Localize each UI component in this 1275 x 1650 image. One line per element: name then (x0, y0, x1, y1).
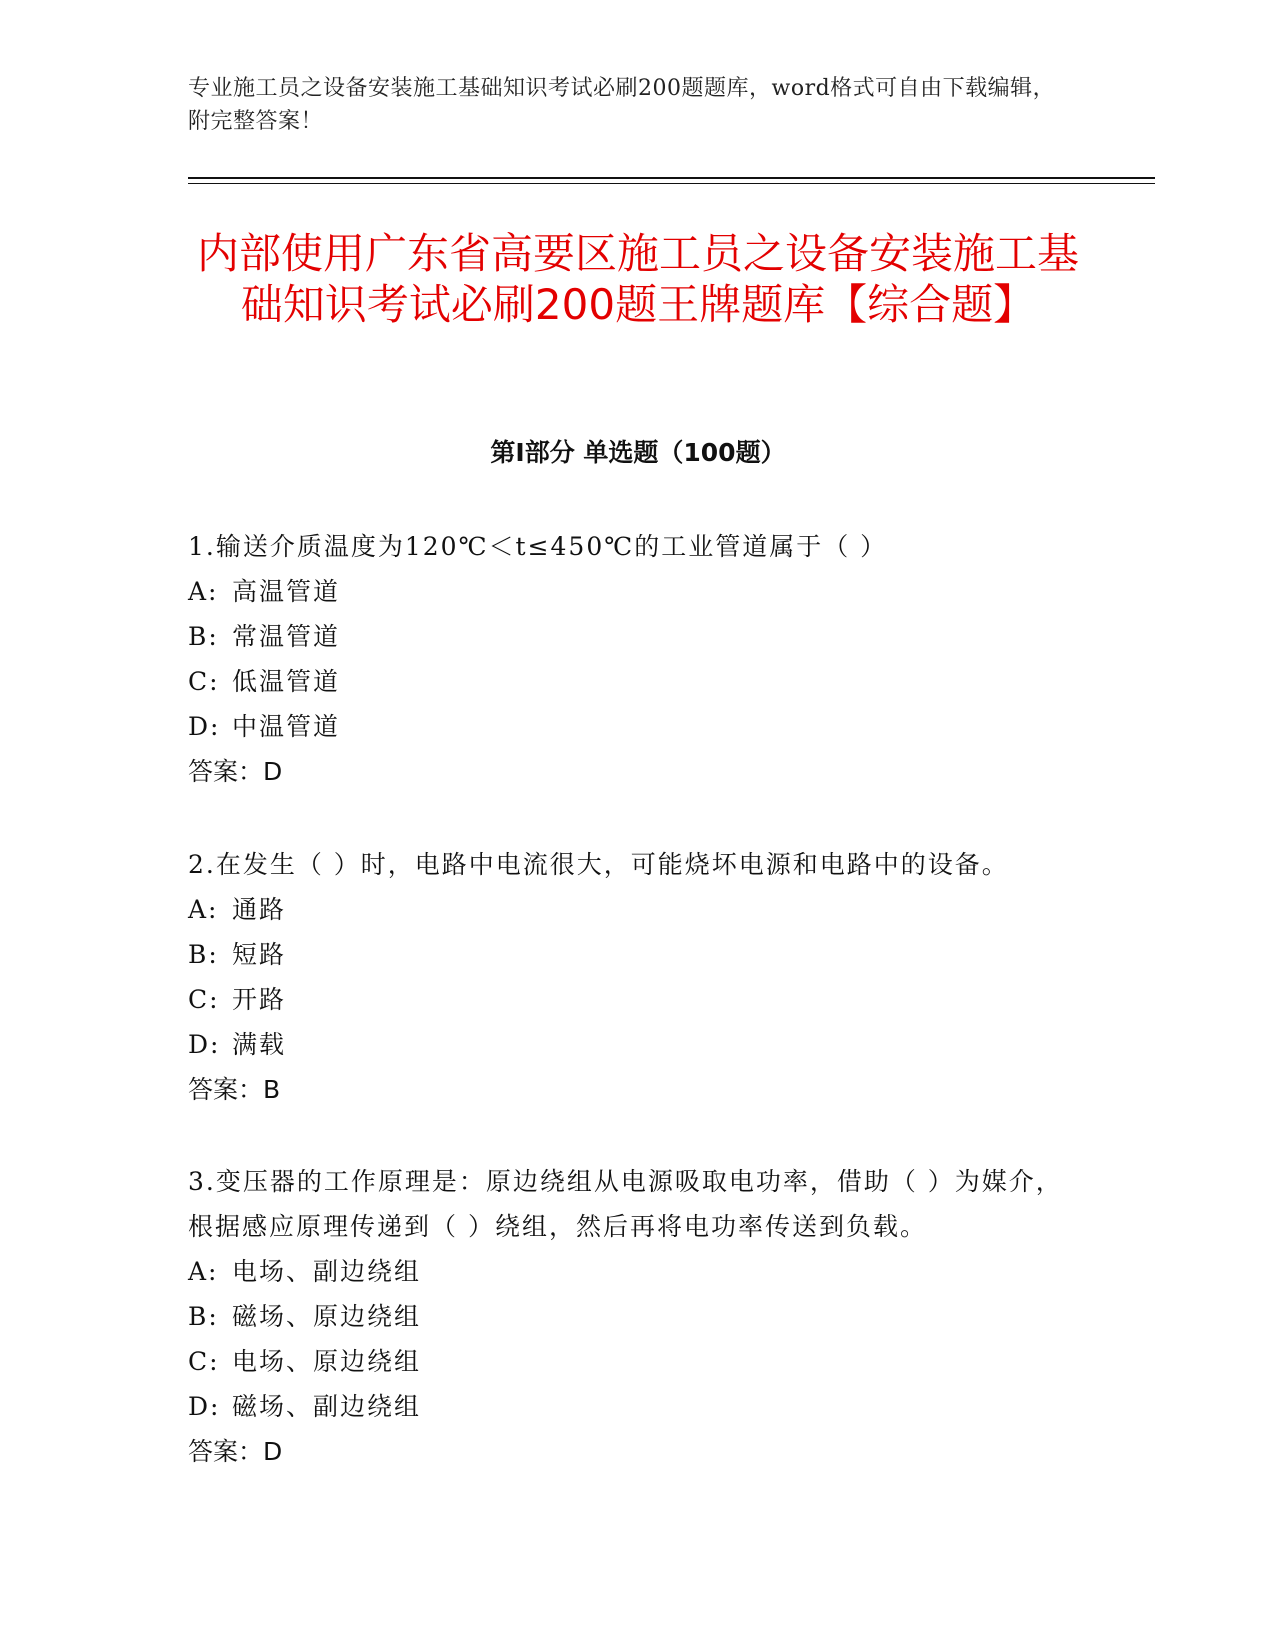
option-text: 常温管道 (232, 622, 341, 651)
option-key: A: (188, 1257, 219, 1286)
option-text: 电场、副边绕组 (232, 1257, 422, 1286)
option-text: 开路 (232, 985, 287, 1014)
option-text: 高温管道 (232, 577, 341, 606)
answer: 答案：B (188, 1075, 281, 1104)
option-c (188, 659, 1078, 704)
option-key: A: (188, 895, 219, 924)
option-key: C: (188, 1347, 220, 1376)
question-2 (188, 842, 1078, 1112)
option-a (188, 887, 1078, 932)
option-key: B: (188, 940, 219, 969)
option-a (188, 1249, 1078, 1294)
option-b (188, 932, 1078, 977)
option-key: D: (188, 1392, 221, 1421)
option-text: 磁场、原边绕组 (232, 1302, 422, 1331)
option-key: A: (188, 577, 219, 606)
option-text: 通路 (232, 895, 287, 924)
option-d (188, 1022, 1078, 1067)
option-text: 电场、原边绕组 (232, 1347, 422, 1376)
question-stem: 2.在发生（ ）时，电路中电流很大，可能烧坏电源和电路中的设备。 (188, 850, 1009, 879)
option-a (188, 569, 1078, 614)
question-1 (188, 524, 1078, 794)
option-key: C: (188, 667, 220, 696)
option-key: C: (188, 985, 220, 1014)
option-d (188, 1384, 1078, 1429)
option-c (188, 1339, 1078, 1384)
answer: 答案：D (188, 1437, 283, 1466)
question-stem: 3.变压器的工作原理是：原边绕组从电源吸取电功率，借助（ ）为媒介，根据感应原理传递到（ ）绕组，然后再将电功率传送到负载。 (188, 1167, 1063, 1241)
option-b (188, 614, 1078, 659)
option-text: 短路 (232, 940, 287, 969)
option-b (188, 1294, 1078, 1339)
option-c (188, 977, 1078, 1022)
option-text: 满载 (232, 1030, 287, 1059)
option-text: 中温管道 (232, 712, 341, 741)
header-rule-thick (188, 177, 1155, 179)
answer: 答案：D (188, 757, 283, 786)
header-rule-thin (188, 183, 1155, 184)
option-key: D: (188, 712, 221, 741)
question-stem: 1.输送介质温度为120℃＜t≤450℃的工业管道属于（ ） (188, 532, 888, 561)
option-key: B: (188, 1302, 219, 1331)
question-3 (188, 1159, 1078, 1474)
option-key: D: (188, 1030, 221, 1059)
section-title: 第Ⅰ部分 单选题（100题） (490, 438, 786, 467)
option-text: 磁场、副边绕组 (232, 1392, 422, 1421)
option-text: 低温管道 (232, 667, 341, 696)
document-title: 内部使用广东省高要区施工员之设备安装施工基础知识考试必刷200题王牌题库【综合题】 (196, 229, 1079, 329)
option-key: B: (188, 622, 219, 651)
option-d (188, 704, 1078, 749)
header-note: 专业施工员之设备安装施工基础知识考试必刷200题题库，word格式可自由下载编辑，附完整答案！ (188, 76, 1056, 134)
